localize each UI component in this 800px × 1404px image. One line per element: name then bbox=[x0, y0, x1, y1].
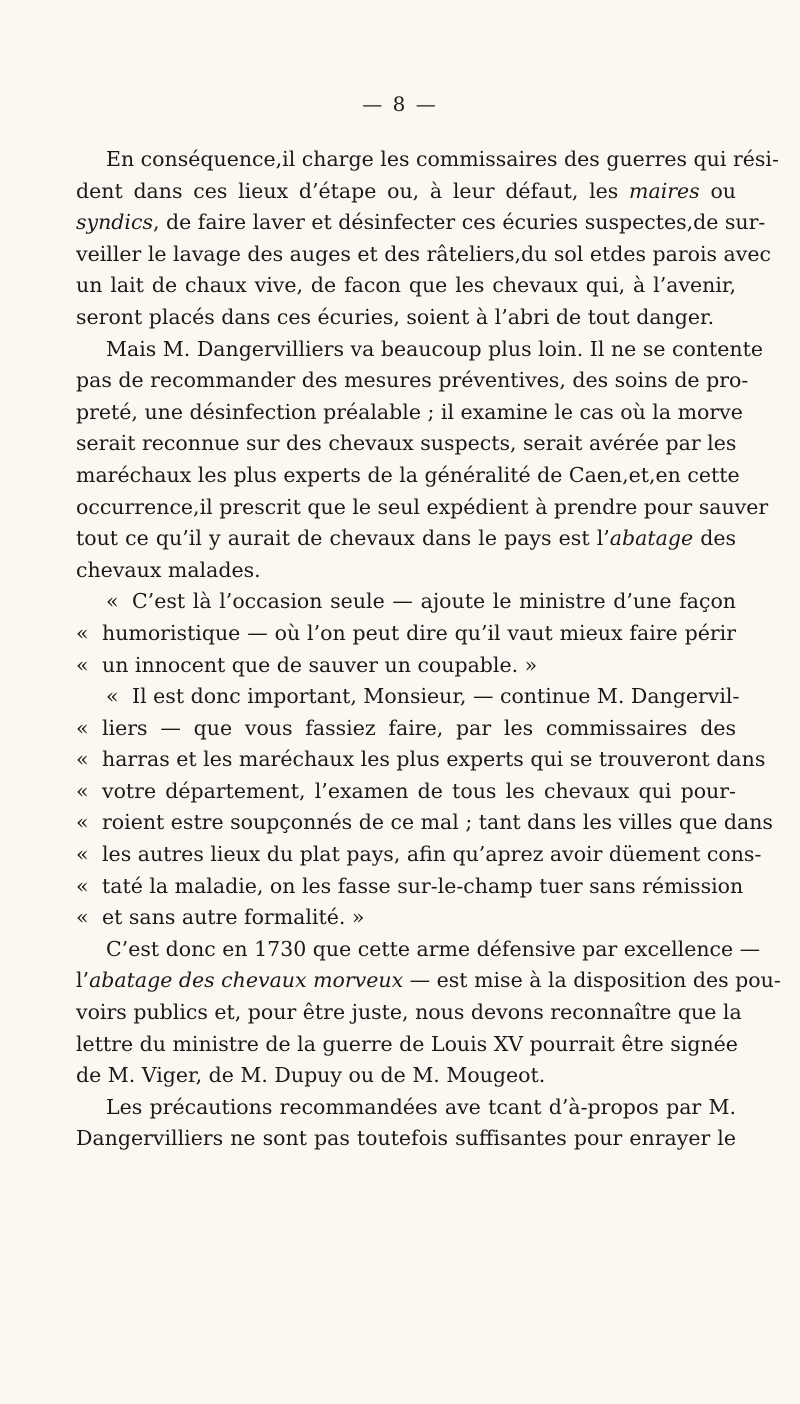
text-line: veiller le lavage des auges et des râteliers,du sol etdes parois avec bbox=[76, 241, 771, 266]
guillemet: « bbox=[106, 684, 119, 709]
guillemet: « bbox=[76, 810, 89, 835]
guillemet: « bbox=[106, 589, 119, 614]
quoted-line: « et sans autre formalité. » bbox=[76, 902, 736, 934]
guillemet: « bbox=[76, 905, 89, 930]
guillemet: « bbox=[76, 620, 89, 645]
text-line: dent dans ces lieux d’étape ou, à leur défaut, les maires ou bbox=[76, 178, 736, 203]
text-line: Dangervilliers ne sont pas toutefois suffisantes pour enrayer le bbox=[76, 1126, 736, 1151]
text-line: chevaux malades. bbox=[76, 557, 261, 582]
quoted-line: « Il est donc important, Monsieur, — continue M. Dangervil- bbox=[76, 681, 736, 713]
text-line: voirs publics et, pour être juste, nous devons reconnaître que la bbox=[76, 1000, 742, 1025]
guillemet: « bbox=[76, 715, 89, 740]
guillemet: « bbox=[76, 842, 89, 867]
text-line: de M. Viger, de M. Dupuy ou de M. Mougeot. bbox=[76, 1063, 546, 1088]
text-line: syndics, de faire laver et désinfecter ces écuries suspectes,de sur- bbox=[76, 210, 766, 235]
text-line: En conséquence,il charge les commissaires des guerres qui rési- bbox=[106, 147, 779, 171]
quotation bbox=[76, 681, 773, 934]
quoted-line: « humoristique — où l’on peut dire qu’il vaut mieux faire périr bbox=[76, 618, 736, 650]
page-number: — 8 — bbox=[362, 92, 438, 116]
paragraph bbox=[76, 144, 779, 334]
text-line: lettre du ministre de la guerre de Louis XV pourrait être signée bbox=[76, 1031, 738, 1056]
text-line: maréchaux les plus experts de la généralité de Caen,et,en cette bbox=[76, 462, 740, 487]
text-line: tout ce qu’il y aurait de chevaux dans le pays est l’abatage des bbox=[76, 526, 736, 551]
guillemet: « bbox=[76, 652, 89, 677]
guillemet: « bbox=[76, 873, 89, 898]
quoted-line: « harras et les maréchaux les plus experts qui se trouveront dans bbox=[76, 744, 736, 776]
text-line: Mais M. Dangervilliers va beaucoup plus loin. Il ne se contente bbox=[106, 336, 763, 361]
text-line: C’est donc en 1730 que cette arme défensive par excellence — bbox=[106, 936, 761, 961]
quoted-line: « les autres lieux du plat pays, afin qu’aprez avoir düement cons- bbox=[76, 839, 736, 871]
quotation bbox=[76, 586, 736, 681]
quoted-line: « roient estre soupçonnés de ce mal ; tant dans les villes que dans bbox=[76, 807, 736, 839]
guillemet: « bbox=[76, 747, 89, 772]
text-line: pas de recommander des mesures préventives, des soins de pro- bbox=[76, 368, 749, 393]
quoted-line: « C’est là l’occasion seule — ajoute le ministre d’une façon bbox=[76, 586, 736, 618]
text-line: serait reconnue sur des chevaux suspects, serait avérée par les bbox=[76, 431, 737, 456]
quoted-line: « votre département, l’examen de tous les chevaux qui pour- bbox=[76, 776, 736, 808]
text-line: occurrence,il prescrit que le seul expédient à prendre pour sauver bbox=[76, 494, 769, 519]
guillemet: « bbox=[76, 778, 89, 803]
body-text bbox=[76, 144, 781, 1155]
italic-term: syndics bbox=[76, 210, 153, 235]
text-line: seront placés dans ces écuries, soient à l’abri de tout danger. bbox=[76, 304, 715, 329]
paragraph bbox=[76, 934, 781, 1092]
quoted-line: « liers — que vous fassiez faire, par les commissaires des bbox=[76, 713, 736, 745]
text-line: preté, une désinfection préalable ; il examine le cas où la morve bbox=[76, 399, 743, 424]
quoted-line: « un innocent que de sauver un coupable. » bbox=[76, 650, 736, 682]
text-line: Les précautions recommandées ave tcant d’à-propos par M. bbox=[106, 1094, 736, 1119]
paragraph bbox=[76, 1092, 736, 1155]
italic-term: abatage bbox=[609, 526, 694, 551]
text-line: un lait de chaux vive, de facon que les chevaux qui, à l’avenir, bbox=[76, 273, 736, 298]
italic-term: maires bbox=[629, 178, 700, 203]
text-line: l’abatage des chevaux morveux — est mise à la disposition des pou- bbox=[76, 968, 781, 993]
paragraph bbox=[76, 334, 769, 587]
italic-term: abatage des chevaux morveux bbox=[89, 968, 404, 993]
quoted-line: « taté la maladie, on les fasse sur-le-champ tuer sans rémission bbox=[76, 871, 736, 903]
